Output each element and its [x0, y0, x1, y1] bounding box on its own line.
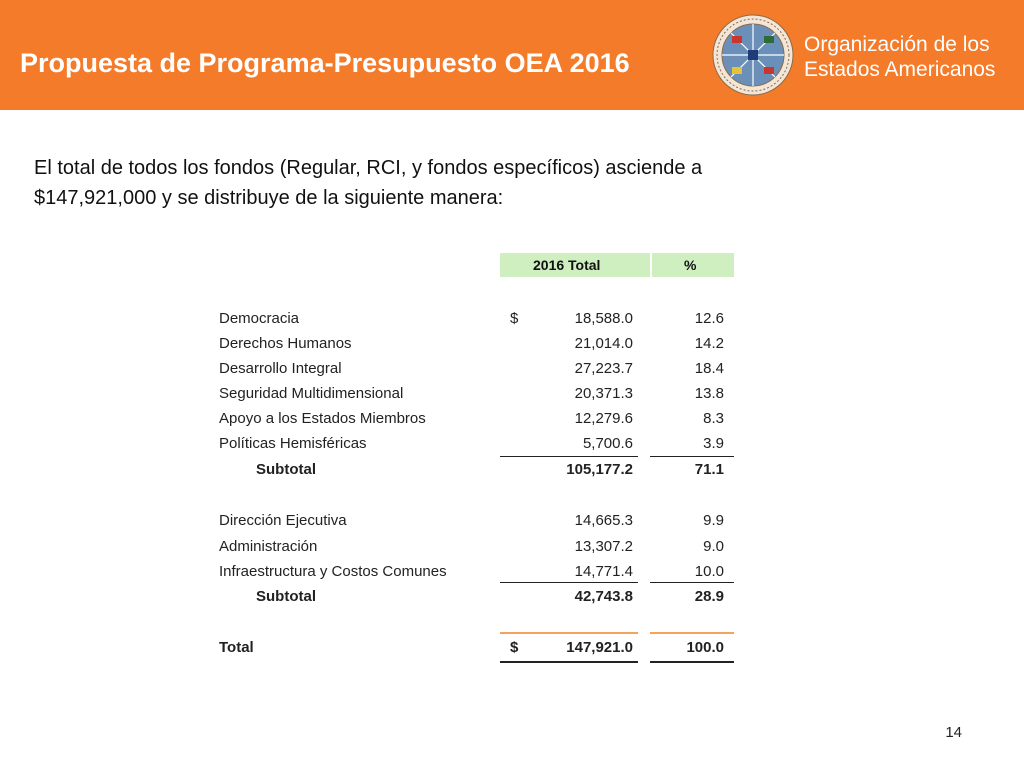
page-number: 14 [945, 724, 962, 741]
row-amount: 20,371.3 [574, 385, 633, 402]
row-amount: 27,223.7 [574, 360, 633, 377]
subtotal-percent: 28.9 [694, 588, 724, 605]
subtotal-amount: 105,177.2 [566, 461, 633, 478]
subtotal-rule [650, 456, 734, 457]
total-percent: 100.0 [686, 639, 724, 656]
subtotal-rule [650, 582, 734, 583]
row-label: Seguridad Multidimensional [219, 385, 404, 402]
row-amount: 18,588.0 [574, 310, 633, 327]
total-currency-symbol: $ [510, 639, 519, 656]
row-amount: 13,307.2 [574, 538, 633, 555]
total-bottom-rule [650, 661, 734, 663]
row-label: Apoyo a los Estados Miembros [219, 410, 426, 427]
subtotal-label: Subtotal [256, 588, 316, 605]
subtotal-label: Subtotal [256, 461, 316, 478]
row-label: Administración [219, 538, 318, 555]
row-amount: 14,665.3 [574, 512, 633, 529]
row-percent: 12.6 [694, 310, 724, 327]
total-bottom-rule [500, 661, 638, 663]
subtotal-rule [500, 582, 638, 583]
row-amount: 14,771.4 [574, 563, 633, 580]
total-amount: 147,921.0 [566, 639, 633, 656]
row-percent: 14.2 [694, 335, 724, 352]
slide-title: Propuesta de Programa-Presupuesto OEA 2016 [20, 48, 630, 78]
row-percent: 10.0 [694, 563, 724, 580]
column-header-total: 2016 Total [533, 257, 601, 273]
total-label: Total [219, 639, 254, 656]
row-label: Desarrollo Integral [219, 360, 342, 377]
intro-line1: El total de todos los fondos (Regular, RCI, y fondos específicos) asciende a [34, 157, 703, 179]
row-percent: 3.9 [703, 435, 724, 452]
subtotal-percent: 71.1 [694, 461, 724, 478]
row-amount: 21,014.0 [574, 335, 633, 352]
total-top-rule [500, 632, 638, 634]
org-name-line1: Organización de los [804, 33, 990, 56]
row-label: Infraestructura y Costos Comunes [219, 563, 447, 580]
row-percent: 18.4 [694, 360, 724, 377]
organization-name [804, 32, 995, 82]
row-amount: 12,279.6 [574, 410, 633, 427]
subtotal-amount: 42,743.8 [574, 588, 633, 605]
row-label: Derechos Humanos [219, 335, 352, 352]
subtotal-rule [500, 456, 638, 457]
row-percent: 9.9 [703, 512, 724, 529]
row-amount: 5,700.6 [582, 435, 633, 452]
column-header-pct: % [684, 257, 697, 273]
row-percent: 9.0 [703, 538, 724, 555]
row-percent: 8.3 [703, 410, 724, 427]
row-percent: 13.8 [694, 385, 724, 402]
total-top-rule [650, 632, 734, 634]
intro-line2: $147,921,000 y se distribuye de la siguiente manera: [34, 187, 504, 209]
row-label: Dirección Ejecutiva [219, 512, 347, 529]
oas-seal-icon [712, 14, 794, 96]
org-name-line2: Estados Americanos [804, 58, 996, 81]
intro-paragraph [34, 153, 934, 213]
currency-symbol: $ [510, 310, 519, 327]
row-label: Políticas Hemisféricas [219, 435, 367, 452]
row-label: Democracia [219, 310, 300, 327]
